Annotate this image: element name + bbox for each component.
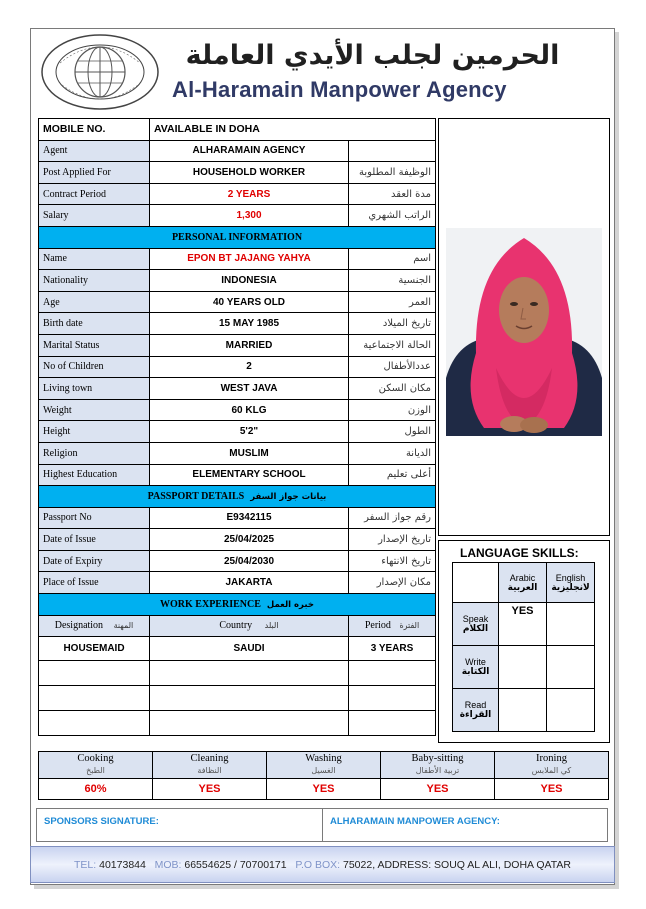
country-header-ar: البلد bbox=[264, 621, 279, 631]
field-value: E9342115 bbox=[150, 507, 349, 529]
designation-header-en: Designation bbox=[54, 620, 104, 632]
work-title-ar: خبره العمل bbox=[266, 599, 314, 610]
work-title-en: WORK EXPERIENCE bbox=[160, 598, 261, 610]
empty-cell bbox=[39, 661, 150, 686]
field-value: ELEMENTARY SCHOOL bbox=[150, 464, 349, 486]
field-label: Marital Status bbox=[39, 334, 150, 356]
table-row bbox=[39, 248, 436, 270]
field-value: JAKARTA bbox=[150, 572, 349, 594]
country-header bbox=[150, 615, 349, 637]
arabic-header-en: Arabic bbox=[509, 572, 536, 583]
mobile-label: MOBILE NO. bbox=[39, 119, 150, 141]
passport-title-ar: بيانات جواز السفر bbox=[250, 491, 327, 502]
empty-cell bbox=[349, 661, 436, 686]
period-header-ar: الفترة bbox=[399, 621, 420, 631]
section-header bbox=[39, 594, 436, 616]
empty-cell bbox=[39, 686, 150, 711]
field-label-arabic: مكان السكن bbox=[349, 378, 436, 400]
write-label-ar: الكتابة bbox=[461, 667, 490, 677]
period-header-en: Period bbox=[364, 620, 391, 632]
signature-divider bbox=[322, 808, 323, 842]
read-label-en: Read bbox=[464, 700, 487, 710]
mobile-value: AVAILABLE IN DOHA bbox=[150, 119, 436, 141]
language-skills-title: LANGUAGE SKILLS: bbox=[460, 546, 579, 560]
field-value: 1,300 bbox=[150, 205, 349, 227]
field-label-arabic: الحالة الاجتماعية bbox=[349, 334, 436, 356]
language-skills-table bbox=[452, 562, 595, 732]
field-label-arabic: تاريخ الإصدار bbox=[349, 529, 436, 551]
table-row bbox=[39, 270, 436, 292]
skills-table bbox=[38, 751, 609, 800]
sponsor-signature-label: SPONSORS SIGNATURE: bbox=[44, 816, 159, 827]
field-label: Weight bbox=[39, 399, 150, 421]
designation-header-ar: المهنة bbox=[113, 621, 134, 631]
skill-name-ar: النظافة bbox=[197, 766, 222, 775]
field-label: Religion bbox=[39, 442, 150, 464]
country-header-en: Country bbox=[219, 620, 253, 632]
agency-logo bbox=[40, 33, 160, 111]
applicant-info-table bbox=[38, 118, 436, 736]
work-experience-title bbox=[39, 594, 436, 616]
applicant-photo bbox=[446, 228, 602, 436]
arabic-header-ar: العربية bbox=[507, 582, 538, 593]
skill-value: YES bbox=[495, 779, 609, 800]
tel-value: 40173844 bbox=[99, 859, 146, 871]
field-label: Birth date bbox=[39, 313, 150, 335]
table-row bbox=[39, 140, 436, 162]
skill-header bbox=[495, 752, 609, 779]
table-row bbox=[39, 711, 436, 736]
contact-footer bbox=[30, 846, 615, 883]
table-row bbox=[39, 572, 436, 594]
empty-cell bbox=[453, 563, 499, 603]
passport-details-title bbox=[39, 486, 436, 508]
section-header bbox=[39, 486, 436, 508]
empty-cell bbox=[150, 711, 349, 736]
field-label: Post Applied For bbox=[39, 162, 150, 184]
skills-header-row bbox=[39, 752, 609, 779]
field-label: Agent bbox=[39, 140, 150, 162]
write-english bbox=[547, 646, 595, 689]
field-label: Living town bbox=[39, 378, 150, 400]
field-value: 15 MAY 1985 bbox=[150, 313, 349, 335]
skill-value: YES bbox=[153, 779, 267, 800]
skill-header bbox=[153, 752, 267, 779]
skill-value: YES bbox=[267, 779, 381, 800]
speak-arabic: YES bbox=[499, 603, 547, 646]
english-header bbox=[547, 563, 595, 603]
language-row-write bbox=[453, 646, 595, 689]
field-value: 2 YEARS bbox=[150, 183, 349, 205]
table-row bbox=[39, 464, 436, 486]
table-row bbox=[39, 637, 436, 661]
field-label: Date of Expiry bbox=[39, 550, 150, 572]
skill-value: YES bbox=[381, 779, 495, 800]
read-arabic bbox=[499, 689, 547, 732]
field-label-arabic: رقم جواز السفر bbox=[349, 507, 436, 529]
work-period: 3 YEARS bbox=[349, 637, 436, 661]
field-label-arabic: مكان الإصدار bbox=[349, 572, 436, 594]
field-label: Date of Issue bbox=[39, 529, 150, 551]
table-row bbox=[39, 686, 436, 711]
write-arabic bbox=[499, 646, 547, 689]
work-designation: HOUSEMAID bbox=[39, 637, 150, 661]
english-header-ar: لانجليزية bbox=[551, 582, 590, 593]
table-row bbox=[39, 205, 436, 227]
field-label: No of Children bbox=[39, 356, 150, 378]
table-row bbox=[39, 661, 436, 686]
speak-label bbox=[453, 603, 499, 646]
table-row bbox=[39, 291, 436, 313]
table-row bbox=[39, 313, 436, 335]
empty-cell bbox=[39, 711, 150, 736]
table-row bbox=[39, 183, 436, 205]
write-label-en: Write bbox=[465, 657, 486, 667]
period-header bbox=[349, 615, 436, 637]
agency-name-arabic: الحرمين لجلب الأيدي العاملة bbox=[185, 40, 560, 71]
skill-name-ar: الطبخ bbox=[86, 766, 105, 775]
field-label-arabic: تاريخ الانتهاء bbox=[349, 550, 436, 572]
field-value: EPON BT JAJANG YAHYA bbox=[150, 248, 349, 270]
read-label bbox=[453, 689, 499, 732]
field-label: Highest Education bbox=[39, 464, 150, 486]
mobile-row bbox=[39, 119, 436, 141]
field-value: 5'2" bbox=[150, 421, 349, 443]
table-row bbox=[39, 550, 436, 572]
language-row-read bbox=[453, 689, 595, 732]
english-header-en: English bbox=[555, 572, 586, 583]
passport-title-en: PASSPORT DETAILS bbox=[147, 490, 245, 502]
speak-label-en: Speak bbox=[462, 614, 489, 624]
read-label-ar: القراءة bbox=[459, 710, 492, 720]
field-value: ALHARAMAIN AGENCY bbox=[150, 140, 349, 162]
personal-info-title: PERSONAL INFORMATION bbox=[39, 226, 436, 248]
mob-value: 66554625 / 70700171 bbox=[184, 859, 287, 871]
table-row bbox=[39, 399, 436, 421]
field-value: HOUSEHOLD WORKER bbox=[150, 162, 349, 184]
read-english bbox=[547, 689, 595, 732]
agency-name-english: Al-Haramain Manpower Agency bbox=[172, 77, 507, 102]
table-row bbox=[39, 421, 436, 443]
field-label-arabic: العمر bbox=[349, 291, 436, 313]
field-label: Salary bbox=[39, 205, 150, 227]
empty-cell bbox=[150, 661, 349, 686]
field-label-arabic: مدة العقد bbox=[349, 183, 436, 205]
field-value: 25/04/2030 bbox=[150, 550, 349, 572]
skill-value: 60% bbox=[39, 779, 153, 800]
section-header bbox=[39, 226, 436, 248]
field-value: 25/04/2025 bbox=[150, 529, 349, 551]
pobox-value: 75022, ADDRESS: SOUQ AL ALI, DOHA QATAR bbox=[343, 859, 571, 871]
agency-signature-label: ALHARAMAIN MANPOWER AGENCY: bbox=[330, 816, 500, 827]
table-row bbox=[39, 442, 436, 464]
field-label: Age bbox=[39, 291, 150, 313]
field-label: Place of Issue bbox=[39, 572, 150, 594]
designation-header bbox=[39, 615, 150, 637]
field-label-arabic: أعلى تعليم bbox=[349, 464, 436, 486]
field-label-arabic: الطول bbox=[349, 421, 436, 443]
page-shadow-bottom bbox=[34, 885, 619, 889]
speak-label-ar: الكلام bbox=[462, 624, 489, 634]
field-label-arabic: اسم bbox=[349, 248, 436, 270]
table-row bbox=[39, 356, 436, 378]
work-header-row bbox=[39, 615, 436, 637]
skill-name: Washing bbox=[305, 753, 342, 764]
page-shadow-right bbox=[615, 32, 619, 888]
tel-label: TEL: bbox=[74, 859, 97, 871]
skill-header bbox=[267, 752, 381, 779]
skill-name: Baby-sitting bbox=[411, 753, 464, 764]
field-value: MARRIED bbox=[150, 334, 349, 356]
arabic-header bbox=[499, 563, 547, 603]
skill-name: Cleaning bbox=[190, 753, 229, 764]
table-row bbox=[39, 334, 436, 356]
field-label-arabic: عددالأطفال bbox=[349, 356, 436, 378]
field-label-arabic bbox=[349, 140, 436, 162]
skill-header bbox=[39, 752, 153, 779]
table-row bbox=[39, 378, 436, 400]
pobox-label: P.O BOX: bbox=[295, 859, 341, 871]
field-label-arabic: الديانة bbox=[349, 442, 436, 464]
empty-cell bbox=[349, 686, 436, 711]
field-value: 40 YEARS OLD bbox=[150, 291, 349, 313]
work-country: SAUDI bbox=[150, 637, 349, 661]
skill-header bbox=[381, 752, 495, 779]
skill-name: Cooking bbox=[77, 753, 114, 764]
skill-name-ar: تربية الأطفال bbox=[415, 766, 460, 775]
table-row bbox=[39, 529, 436, 551]
field-label: Nationality bbox=[39, 270, 150, 292]
field-value: WEST JAVA bbox=[150, 378, 349, 400]
field-value: 2 bbox=[150, 356, 349, 378]
field-value: MUSLIM bbox=[150, 442, 349, 464]
mob-label: MOB: bbox=[154, 859, 182, 871]
field-label: Contract Period bbox=[39, 183, 150, 205]
field-label-arabic: تاريخ الميلاد bbox=[349, 313, 436, 335]
table-row bbox=[39, 507, 436, 529]
field-label-arabic: الراتب الشهري bbox=[349, 205, 436, 227]
speak-english bbox=[547, 603, 595, 646]
skill-name-ar: كي الملابس bbox=[531, 766, 572, 775]
field-label: Passport No bbox=[39, 507, 150, 529]
empty-cell bbox=[349, 711, 436, 736]
field-label-arabic: الوزن bbox=[349, 399, 436, 421]
field-label: Name bbox=[39, 248, 150, 270]
language-header-row bbox=[453, 563, 595, 603]
skill-name: Ironing bbox=[536, 753, 567, 764]
field-value: 60 KLG bbox=[150, 399, 349, 421]
language-row-speak bbox=[453, 603, 595, 646]
skill-name-ar: الغسيل bbox=[311, 766, 336, 775]
empty-cell bbox=[150, 686, 349, 711]
write-label bbox=[453, 646, 499, 689]
field-label-arabic: الجنسية bbox=[349, 270, 436, 292]
field-value: INDONESIA bbox=[150, 270, 349, 292]
field-label: Height bbox=[39, 421, 150, 443]
table-row bbox=[39, 162, 436, 184]
skills-value-row bbox=[39, 779, 609, 800]
field-label-arabic: الوظيفة المطلوبة bbox=[349, 162, 436, 184]
